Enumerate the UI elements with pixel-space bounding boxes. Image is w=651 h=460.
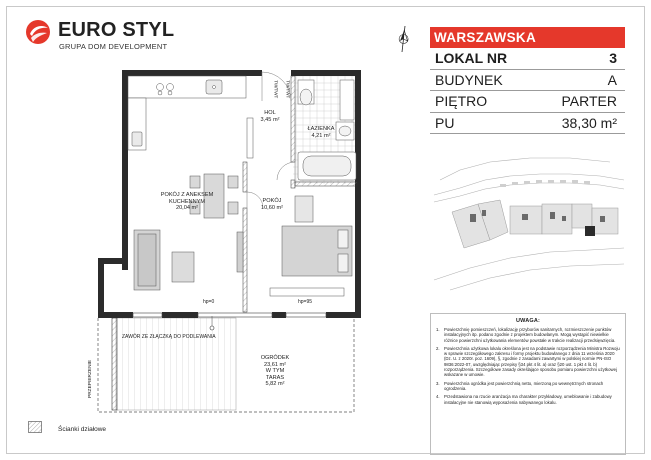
- bedroom-closet: [295, 196, 313, 222]
- note-item: [436, 381, 620, 392]
- north-arrow-icon: [394, 24, 414, 54]
- valve-label: ZAWÓR ZE ZŁĄCZKĄ DO PODLEWANIA: [122, 334, 216, 340]
- info-label: BUDYNEK: [435, 71, 503, 88]
- note-number: 4.: [436, 394, 440, 400]
- note-number: 1.: [436, 327, 440, 332]
- hall-wardrobe: [247, 118, 253, 158]
- note-text: Powierzchnia ogródka jest powierzchnią netto, mierzoną po wewnętrznych stronach ogrodzenia.: [444, 380, 604, 391]
- info-value: A: [607, 71, 617, 88]
- coffee-table: [172, 252, 194, 282]
- room-label-garden: [250, 355, 300, 388]
- note-text: Przedstawiona na rzucie aranżacja ma charakter przykładowy, umeblowanie i zabudowy instalacyjne nie stanowią wyposażenia nabywanego lokalu.: [444, 394, 612, 405]
- notes-list: [436, 327, 620, 405]
- brand-name: EURO STYL: [58, 19, 175, 41]
- note-item: [436, 346, 620, 378]
- room-area: 20,04 m²: [175, 205, 199, 212]
- note-item: [436, 394, 620, 405]
- notes-title: UWAGA:: [515, 318, 541, 324]
- room-name: OGRÓDEK: [260, 355, 290, 361]
- info-row-unit: [430, 48, 625, 70]
- floor-plan: [86, 62, 376, 422]
- terrace-prefix: W TYM: [265, 368, 285, 375]
- floor-plan-drawing: [86, 62, 376, 422]
- threshold-height: hp=95: [298, 299, 313, 305]
- unit-location-marker: [585, 226, 595, 236]
- brand-logo: [24, 18, 184, 58]
- legend-label: Ścianki działowe: [58, 426, 107, 433]
- notes-box: [430, 313, 626, 455]
- note-text: Powierzchnię pomieszczeń, lokalizację przyborów sanitarnych, rozmieszczenie punktów instalacyjnych itp. podano zgodnie z projektem budowlanym. Mogą wystąpić niewielkie różnice powierzchni użytkowania elementów powstałe w trakcie realizacji przedsięwzięcia.: [444, 327, 616, 343]
- room-area: 23,61 m²: [263, 361, 287, 368]
- note-number: 2.: [436, 345, 440, 351]
- room-area: 10,60 m²: [260, 204, 284, 211]
- room-area: 4,21 m²: [311, 132, 331, 139]
- note-item: [436, 327, 620, 343]
- riser-label: TW/TWT: [285, 80, 291, 99]
- terrace-deck: [116, 318, 236, 410]
- note-text: Powierzchnia użytkowa lokalu określona jest na podstawie rozporządzenia Ministra Rozwoju w sprawie szczegółowego zakresu i formy projektu budowlanego z dnia 11 września 2020 (Dz. U. z 2020r. poz. 1609), §, zgodnie z zasadami zawartymi w polskiej normie PN-ISO 9836:2022-07, uwzględniając przepisy §34 pkt 4 lit. a) oraz §20 ust. 1 pkt 4 lit. b) rozporządzenia. Szczegółowe zasady określające sposobu pomiaru powierzchni użytkowej wskazane w umowie.: [444, 345, 620, 378]
- brand-tagline: GRUPA DOM DEVELOPMENT: [59, 42, 168, 51]
- partition-wall-swatch-icon: [28, 421, 42, 433]
- privacy-partition: [112, 318, 117, 410]
- info-value: PARTER: [561, 93, 617, 109]
- building-key-map: [430, 140, 626, 307]
- room-label-bathroom: [300, 126, 342, 139]
- info-label: LOKAL NR: [435, 50, 508, 66]
- room-label-living: [152, 192, 222, 212]
- room-name: ŁAZIENKA: [307, 126, 335, 132]
- tv-cabinet: [237, 232, 243, 272]
- apartment-info-panel: [430, 27, 625, 134]
- room-name: HOL: [264, 110, 276, 116]
- partition-label: PRZEPIERZENIE: [88, 359, 93, 398]
- info-value: 3: [609, 50, 617, 66]
- riser-label: TW/TWT: [273, 80, 279, 99]
- info-row-floor: [430, 91, 625, 113]
- threshold-height: hp=0: [203, 299, 215, 305]
- windows: [133, 313, 326, 317]
- room-label-bedroom: [254, 198, 290, 211]
- room-label-hall: [256, 110, 284, 123]
- info-row-building: [430, 70, 625, 92]
- room-name-line: KUCHENNYM: [168, 198, 206, 205]
- bed: [282, 226, 352, 276]
- bedroom-wardrobe: [270, 288, 344, 296]
- room-area: 3,45 m²: [260, 116, 280, 123]
- sofa: [134, 230, 160, 290]
- euro-styl-logo-icon: [24, 18, 52, 46]
- info-label: PU: [435, 114, 455, 131]
- garden-valve-icon: [210, 326, 214, 330]
- terrace-area: 5,82 m²: [265, 381, 285, 388]
- room-name-line: POKÓJ Z ANEKSEM: [160, 192, 214, 198]
- room-name: POKÓJ: [262, 198, 282, 204]
- investment-name: WARSZAWSKA: [430, 27, 625, 48]
- info-row-area: [430, 113, 625, 135]
- terrace-name: TARAS: [265, 374, 285, 381]
- kitchen-annex: [128, 76, 246, 150]
- info-value: 38,30 m²: [561, 114, 617, 131]
- note-number: 3.: [436, 380, 440, 386]
- info-label: PIĘTRO: [435, 93, 488, 109]
